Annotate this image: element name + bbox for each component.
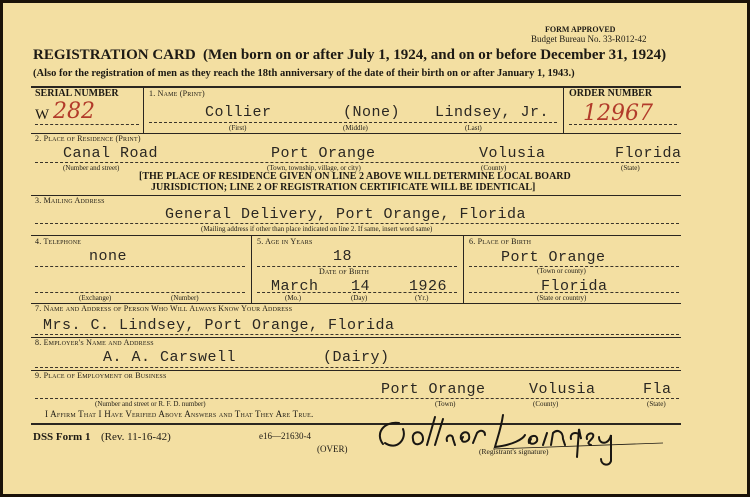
residence-county: Volusia: [479, 145, 546, 162]
dss-form-label: DSS Form 1: [33, 431, 91, 443]
budget-bureau-number: Budget Bureau No. 33-R012-42: [531, 34, 647, 44]
name-underline: [149, 122, 557, 123]
serial-number-label: SERIAL NUMBER: [35, 88, 119, 99]
middle-caption: (Middle): [343, 124, 368, 132]
employer-underline: [35, 367, 679, 368]
employment-county-caption: (County): [533, 400, 559, 408]
employment-county: Volusia: [529, 381, 596, 398]
form-approved-label: FORM APPROVED: [545, 25, 616, 34]
employer-note: (Dairy): [323, 349, 390, 366]
town-caption: (Town, township, village, or city): [267, 164, 361, 172]
dob-day: 14: [351, 278, 371, 295]
employment-label: 9. Place of Employment or Business: [35, 371, 167, 380]
mailing-underline: [35, 223, 679, 224]
contact-underline: [35, 334, 679, 335]
birthplace-label: 6. Place of Birth: [469, 237, 532, 246]
residence-state: Florida: [615, 145, 682, 162]
employment-street-caption: (Number and street or R. F. D. number): [95, 400, 206, 408]
dob-year: 1926: [409, 278, 448, 295]
month-caption: (Mo.): [285, 294, 302, 302]
birthplace-town: Port Orange: [501, 249, 606, 266]
divider: [563, 86, 564, 133]
name-last: Lindsey, Jr.: [435, 104, 550, 121]
number-caption: (Number): [171, 294, 199, 302]
day-caption: (Day): [351, 294, 368, 302]
dob-month: March: [271, 278, 319, 295]
order-number-value: 12967: [583, 101, 653, 126]
card-title: REGISTRATION CARD: [33, 47, 196, 63]
birthplace-town-caption: (Town or county): [537, 267, 586, 275]
residence-label: 2. Place of Residence (Print): [35, 134, 141, 143]
residence-notice-1: [THE PLACE OF RESIDENCE GIVEN ON LINE 2 ABOVE WILL DETERMINE LOCAL BOARD: [139, 171, 571, 182]
divider: [463, 235, 464, 303]
telephone-value: none: [89, 248, 128, 265]
serial-underline: [35, 124, 139, 125]
residence-street: Canal Road: [63, 145, 159, 162]
telephone-label: 4. Telephone: [35, 237, 82, 246]
mailing-address: General Delivery, Port Orange, Florida: [165, 206, 527, 223]
registration-card: [3, 3, 747, 494]
birthplace-state-underline: [469, 292, 679, 293]
divider: [251, 235, 252, 303]
order-number-label: ORDER NUMBER: [569, 88, 653, 99]
card-subtitle-2: (Also for the registration of men as they reach the 18th anniversary of the date of their birth on or after January 1, 1943.): [33, 68, 575, 79]
age-value: 18: [333, 248, 353, 265]
age-label: 5. Age in Years: [257, 237, 313, 246]
residence-notice-2: JURISDICTION; LINE 2 OF REGISTRATION CERTIFICATE WILL BE IDENTICAL]: [151, 182, 536, 193]
last-caption: (Last): [465, 124, 482, 132]
telephone-underline: [35, 266, 245, 267]
row-rule: [31, 195, 681, 196]
dob-label: Date of Birth: [319, 267, 370, 276]
signature-caption: (Registrant's signature): [479, 447, 549, 456]
name-label: 1. Name (Print): [149, 89, 205, 98]
telephone-underline-2: [35, 292, 245, 293]
birthplace-state: Florida: [541, 278, 608, 295]
signature-image: [373, 399, 673, 469]
card-subtitle: (Men born on or after July 1, 1924, and on or before December 31, 1924): [203, 47, 667, 63]
county-caption: (County): [481, 164, 507, 172]
name-first: Collier: [205, 104, 272, 121]
affirmation-text: I Affirm That I Have Verified Above Answers and That They Are True.: [45, 409, 314, 419]
residence-town: Port Orange: [271, 145, 376, 162]
mailing-caption: (Mailing address if other than place indicated on line 2. If same, insert word same): [201, 225, 433, 233]
divider: [143, 86, 144, 133]
employment-town-caption: (Town): [435, 400, 456, 408]
print-code: e16—21630-4: [259, 431, 311, 441]
contact-value: Mrs. C. Lindsey, Port Orange, Florida: [43, 317, 395, 334]
first-caption: (First): [229, 124, 247, 132]
dob-underline: [257, 292, 457, 293]
order-underline: [569, 124, 677, 125]
employment-state-caption: (State): [647, 400, 666, 408]
employment-town: Port Orange: [381, 381, 486, 398]
name-middle: (None): [343, 104, 401, 121]
serial-prefix: W: [35, 107, 50, 123]
year-caption: (Yr.): [415, 294, 429, 302]
mailing-label: 3. Mailing Address: [35, 196, 105, 205]
employment-state: Fla: [643, 381, 672, 398]
employer-label: 8. Employer's Name and Address: [35, 338, 154, 347]
registrant-signature: [373, 399, 673, 469]
birthplace-state-caption: (State or country): [537, 294, 587, 302]
state-caption: (State): [621, 164, 640, 172]
residence-underline: [35, 162, 679, 163]
form-revision: (Rev. 11-16-42): [101, 431, 171, 443]
contact-label: 7. Name and Address of Person Who Will Always Know Your Address: [35, 304, 293, 313]
over-label: (OVER): [317, 444, 348, 454]
row-rule: [31, 235, 681, 236]
employer-name: A. A. Carswell: [103, 349, 237, 366]
exchange-caption: (Exchange): [79, 294, 112, 302]
street-caption: (Number and street): [63, 164, 120, 172]
serial-number-value: 282: [53, 99, 95, 124]
